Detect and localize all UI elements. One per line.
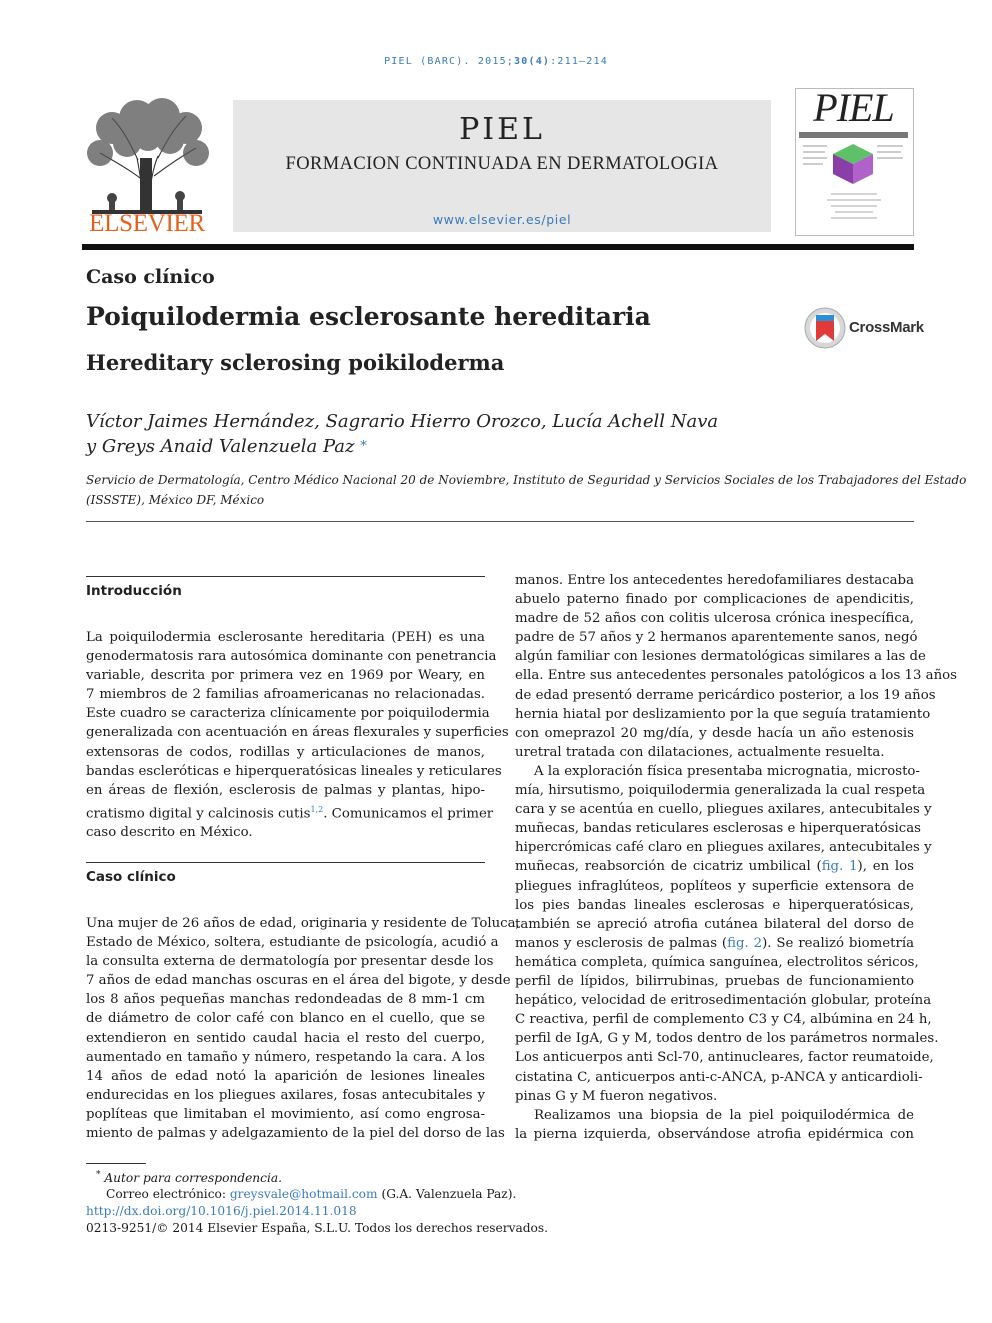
reference-link[interactable]: 1,2 <box>310 804 324 814</box>
case-heading: Caso clínico <box>86 869 176 885</box>
doi-link[interactable]: http://dx.doi.org/10.1016/j.piel.2014.11.018 <box>86 1204 357 1218</box>
article-subtitle: Hereditary sclerosing poikiloderma <box>86 350 505 375</box>
intro-rule <box>86 576 485 577</box>
article-section-type: Caso clínico <box>86 266 215 288</box>
cover-title: PIEL <box>813 85 894 130</box>
journal-citation: PIEL (BARC). 2015;30(4):211–214 <box>384 56 608 67</box>
affiliation: Servicio de Dermatología, Centro Médico Nacional 20 de Noviembre, Instituto de Seguridad y Servicios Sociales de los Trabajadores del Estado (ISSSTE), México DF, México <box>86 473 967 507</box>
exam-paragraph: A la exploración física presentaba micrognatia, microsto- mía, hirsutismo, poiquilodermia generalizada la cual respeta cara y se acentúa en cuello, pliegues axilares, antecubitales y muñecas, bandas reticulares esclerosas e hiperqueratósicas hipercrómicas café claro en pliegues axilares, antecubitales y muñecas, reabsorción de cicatriz umbilical (fig. 1), en los pliegues infraglúteos, poplíteos y superficie extensora de los pies bandas lineales esclerosas e hiperqueratósicas, también se apreció atrofia cutánea bilateral del dorso de manos y esclerosis de palmas (fig. 2). Se realizó biometría hemática completa, química sanguínea, electrolitos séricos, perfil de lípidos, bilirrubinas, pruebas de funcionamiento hepático, velocidad de eritrosedimentación globular, proteína C reactiva, perfil de complemento C3 y C4, albúmina en 24 h, perfil de IgA, G y M, todos dentro de los parámetros normales. Los anticuerpos anti Scl-70, antinucleares, factor reumatoide, cistatina C, anticuerpos anti-c-ANCA, p-ANCA y anticardioli- pinas G y M fueron negativos. <box>515 764 939 1104</box>
author-list <box>86 410 916 459</box>
authors-line-1: Víctor Jaimes Hernández, Sagrario Hierro Orozco, Lucía Achell Nava <box>86 411 719 432</box>
case-paragraph: Una mujer de 26 años de edad, originaria y residente de Toluca, Estado de México, soltera, estudiante de psicología, acudió a la consulta externa de dermatología por presentar desde los 7 años de edad manchas oscuras en el área del bigote, y desde los 8 años pequeñas manchas redondeadas de 8 mm-1 cm de diámetro de color café con blanco en el cuello, que se extendieron en sentido caudal hacia el resto del cuerpo, aumentado en tamaño y número, respetando la cara. A los 14 años de edad notó la aparición de lesiones lineales endurecidas en los pliegues axilares, fosas antecubitales y poplíteas que limitaban el movimiento, así como engrosa- miento de palmas y adelgazamiento de la piel del dorso de las <box>86 916 520 1142</box>
footnote-corresponding: * Autor para correspondencia. <box>96 1170 282 1186</box>
journal-url-link[interactable]: www.elsevier.es/piel <box>432 212 572 227</box>
header-rule <box>82 244 914 250</box>
journal-subtitle: FORMACION CONTINUADA EN DERMATOLOGIA <box>285 154 719 174</box>
case-rule <box>86 862 485 863</box>
intro-heading: Introducción <box>86 583 182 599</box>
email-link[interactable]: greysvale@hotmail.com <box>229 1187 378 1201</box>
article-title: Poiquilodermia esclerosante hereditaria <box>86 302 651 331</box>
authors-line-2: y Greys Anaid Valenzuela Paz * <box>86 435 367 457</box>
case-paragraph-continued: manos. Entre los antecedentes heredofamiliares destacaba abuelo paterno finado por complicaciones de apendicitis, madre de 52 años con colitis ulcerosa crónica inespecífica, padre de 57 años y 2 hermanos aparentemente sanos, negó algún familiar con lesiones dermatológicas similares a las de ella. Entre sus antecedentes personales patológicos a los 13 años de edad presentó derrame pericárdico posterior, a los 19 años hernia hiatal por deslizamiento por la que seguía tratamiento con omeprazol 20 mg/día, y desde hacía un año estenosis uretral tratada con dilataciones, actualmente resuelta. <box>515 573 957 760</box>
crossmark-icon[interactable] <box>804 307 846 349</box>
journal-name: PIEL <box>459 112 545 147</box>
publisher-wordmark: ELSEVIER <box>89 210 205 237</box>
copyright: 0213-9251/© 2014 Elsevier España, S.L.U. Todos los derechos reservados. <box>86 1221 548 1235</box>
figure-2-link[interactable]: fig. 2 <box>727 935 763 951</box>
figure-1-link[interactable]: fig. 1 <box>821 859 858 875</box>
corresponding-author-mark[interactable]: * <box>360 438 367 454</box>
cover-artwork <box>797 132 910 232</box>
intro-paragraph: La poiquilodermia esclerosante hereditaria (PEH) es una genodermatosis rara autosómica dominante con penetrancia variable, descrita por primera vez en 1969 por Weary, en 7 miembros de 2 familias afroamericanas no relacionadas. Este cuadro se caracteriza clínicamente por poiquilodermia generalizada con acentuación en áreas flexurales y superficies extensoras de codos, rodillas y articulaciones de manos, bandas escleróticas e hiperqueratósicas lineales y reticulares en áreas de flexión, esclerosis de palmas y plantas, hipo- cratismo digital y calcinosis cutis$^{1,2}$. Comunicamos el primer caso descrito en México. <box>86 630 509 841</box>
crossmark-label[interactable]: CrossMark <box>849 319 924 336</box>
footnote-email: Correo electrónico: greysvale@hotmail.com (G.A. Valenzuela Paz). <box>106 1187 517 1201</box>
affiliation-rule <box>86 521 914 522</box>
biopsy-paragraph: Realizamos una biopsia de la piel poiquilodérmica de la pierna izquierda, observándose atrofia epidérmica con <box>515 1108 914 1143</box>
footnote-rule <box>86 1163 146 1164</box>
